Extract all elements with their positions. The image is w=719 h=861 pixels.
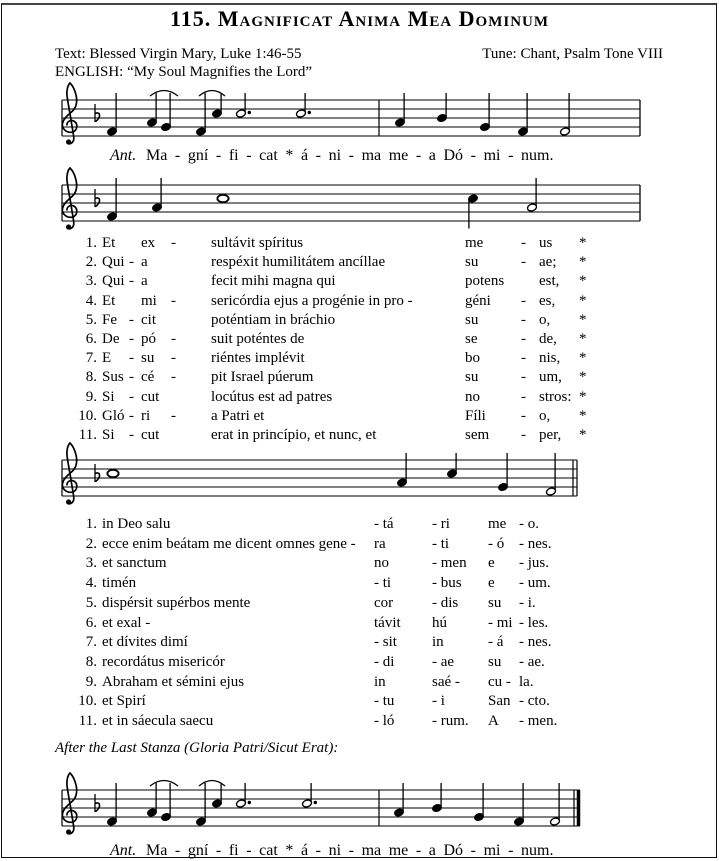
english-translation-line: ENGLISH: “My Soul Magnifies the Lord”: [55, 64, 313, 80]
dash: -: [129, 350, 134, 367]
ending-syllable: stros:: [539, 388, 572, 405]
ending-syllable: - tu: [374, 693, 395, 710]
dash: -: [129, 273, 134, 290]
ending-syllable: - tá: [374, 516, 394, 532]
ending-syllable: hú: [432, 614, 447, 631]
asterisk: *: [579, 427, 587, 443]
syllable: Si: [102, 427, 115, 443]
ending-syllable: - di: [374, 653, 395, 670]
ending-syllable: - mi: [488, 614, 513, 631]
verse-row: [0, 595, 719, 614]
verse-number: 4.: [85, 292, 97, 309]
verse-row: [0, 634, 719, 653]
ending-syllable: no: [374, 555, 389, 572]
ending-syllable: géni: [465, 292, 491, 309]
verse-number: 1.: [85, 235, 97, 251]
ending-syllable: me: [465, 235, 484, 251]
asterisk: *: [579, 407, 587, 424]
ending-syllable: ra: [374, 535, 386, 552]
verse-number: 3.: [85, 555, 97, 572]
text-credit: Text: Blessed Virgin Mary, Luke 1:46-55: [55, 46, 302, 62]
syllable: Qui: [102, 254, 125, 271]
dash: -: [171, 407, 176, 424]
asterisk: *: [579, 350, 587, 367]
ending-syllable: in: [374, 673, 386, 690]
verse-text: poténtiam in bráchio: [211, 311, 336, 328]
ending-syllable: su: [488, 594, 502, 611]
after-last-stanza-rubric: After the Last Stanza (Gloria Patri/Sicut Erat):: [55, 740, 339, 756]
ending-syllable: - bus: [432, 575, 462, 592]
syllable: Gló: [102, 407, 125, 424]
verse-number: 8.: [85, 369, 97, 386]
verse-text: locútus est ad patres: [211, 388, 333, 405]
ending-syllable: - rum.: [432, 713, 469, 729]
ending-syllable: ae;: [539, 254, 557, 271]
syllable: cut: [141, 427, 160, 443]
verse-row: [0, 389, 719, 408]
antiphon-lyric-line: [0, 147, 719, 167]
verse-number: 2.: [85, 254, 97, 271]
syllable: su: [141, 350, 155, 367]
verse-row: [0, 674, 719, 693]
dash: -: [129, 311, 134, 328]
ending-syllable: - á: [488, 634, 504, 651]
verse-number: 5.: [85, 311, 97, 328]
verse-row: [0, 369, 719, 388]
verse-text: sultávit spíritus: [211, 235, 304, 251]
asterisk: *: [579, 273, 587, 290]
ending-syllable: potens: [465, 273, 505, 290]
verse-number: 4.: [85, 575, 97, 592]
syllable: ri: [141, 407, 151, 424]
dash: -: [129, 427, 134, 443]
verse-number: 7.: [85, 634, 97, 651]
verse-number: 1.: [85, 516, 97, 532]
syllable: cé: [141, 369, 155, 386]
ending-syllable: cu -: [488, 673, 511, 690]
dash: -: [521, 369, 526, 386]
dash: -: [521, 388, 526, 405]
dash: -: [521, 350, 526, 367]
asterisk: *: [579, 235, 587, 251]
verse-row: [0, 350, 719, 369]
ending-syllable: - men: [432, 555, 467, 572]
ending-syllable: - ae.: [519, 653, 545, 670]
dash: -: [521, 235, 526, 251]
ending-syllable: us: [539, 235, 553, 251]
dash: -: [171, 292, 176, 309]
verse-text: Abraham et sémini ejus: [102, 673, 245, 690]
dash: -: [129, 407, 134, 424]
ending-syllable: - dis: [432, 594, 459, 611]
ending-syllable: - les.: [519, 614, 549, 631]
syllable: Sus: [102, 369, 124, 386]
verse-text: et dívites dimí: [102, 634, 188, 651]
asterisk: *: [579, 369, 587, 386]
dash: -: [171, 331, 176, 347]
ending-syllable: - i.: [519, 594, 536, 611]
ending-syllable: in: [432, 634, 444, 651]
ending-syllable: nis,: [539, 350, 561, 367]
verse-row: [0, 293, 719, 312]
verse-text: timén: [102, 575, 137, 592]
ending-syllable: San: [488, 693, 511, 710]
syllable: E: [102, 350, 112, 367]
syllable: Fe: [102, 311, 117, 328]
dash: -: [521, 311, 526, 328]
verse-row: [0, 408, 719, 427]
ending-syllable: o,: [539, 407, 551, 424]
ending-syllable: A: [488, 713, 499, 729]
ending-syllable: - ae: [432, 653, 455, 670]
verse-row: [0, 427, 719, 446]
verse-number: 2.: [85, 535, 97, 552]
verse-text: suit poténtes de: [211, 331, 305, 347]
verse-text: recordátus misericór: [102, 653, 225, 670]
verse-row: [0, 235, 719, 254]
ending-syllable: est,: [539, 273, 560, 290]
syllable: De: [102, 331, 120, 347]
syllable: a: [141, 254, 148, 271]
ending-syllable: su: [465, 311, 479, 328]
ending-syllable: - ti: [374, 575, 392, 592]
ending-syllable: su: [488, 653, 502, 670]
asterisk: *: [579, 254, 587, 271]
antiphon-label: Ant.: [110, 147, 137, 164]
ending-syllable: me: [488, 516, 507, 532]
verse-number: 10.: [78, 693, 97, 710]
ending-syllable: o,: [539, 311, 551, 328]
ending-syllable: bo: [465, 350, 480, 367]
verse-row: [0, 516, 719, 535]
ending-syllable: - sit: [374, 634, 397, 651]
verse-row: [0, 312, 719, 331]
ending-syllable: - cto.: [519, 693, 550, 710]
verse-text: respéxit humilitátem ancíllae: [211, 254, 386, 271]
verse-number: 9.: [85, 673, 97, 690]
dash: -: [129, 331, 134, 347]
dash: -: [521, 331, 526, 347]
verse-text: sericórdia ejus a progénie in pro -: [211, 292, 413, 309]
ending-syllable: - ló: [374, 713, 395, 729]
verse-row: [0, 536, 719, 555]
ending-syllable: la.: [519, 673, 534, 690]
syllable: cit: [141, 311, 156, 328]
verse-text: et exal -: [102, 614, 151, 631]
verse-row: [0, 254, 719, 273]
syllable: Qui: [102, 273, 125, 290]
final-antiphon-system: [55, 765, 655, 853]
verse-row: [0, 693, 719, 712]
verse-text: erat in princípio, et nunc, et: [211, 427, 377, 443]
ending-syllable: Fíli: [465, 407, 486, 424]
verse-text: riéntes implévit: [211, 350, 305, 367]
verse-number: 7.: [85, 350, 97, 367]
syllable: cut: [141, 388, 160, 405]
verse-text: fecit mihi magna qui: [211, 273, 336, 290]
ending-syllable: - ó: [488, 535, 505, 552]
ending-syllable: per,: [539, 427, 562, 443]
syllable: Et: [102, 235, 116, 251]
dash: -: [129, 369, 134, 386]
dash: -: [171, 350, 176, 367]
verse-row: [0, 654, 719, 673]
ending-syllable: e: [488, 575, 495, 592]
asterisk: *: [579, 331, 587, 347]
verse-number: 3.: [85, 273, 97, 290]
dash: -: [129, 254, 134, 271]
verse-number: 11.: [78, 713, 97, 729]
final-antiphon-lyric-line: [0, 842, 719, 861]
verse-row: [0, 331, 719, 350]
verse-row: [0, 273, 719, 292]
antiphon-text: Ma - gní - fi - cat * á - ni - ma me - a Dó - mi - num.: [146, 147, 554, 164]
ending-syllable: távit: [374, 614, 401, 631]
dash: -: [171, 235, 176, 251]
tune-credit: Tune: Chant, Psalm Tone VIII: [482, 46, 663, 62]
dash: -: [129, 388, 134, 405]
asterisk: *: [579, 311, 587, 328]
syllable: ex: [141, 235, 156, 251]
verse-number: 9.: [85, 388, 97, 405]
syllable: mi: [141, 292, 157, 309]
verse-text: et Spirí: [102, 693, 146, 710]
ending-syllable: - men.: [519, 713, 558, 729]
verse-text: pit Israel púerum: [211, 369, 314, 386]
verse-number: 6.: [85, 331, 97, 347]
syllable: a: [141, 273, 148, 290]
asterisk: *: [579, 292, 587, 309]
verse-text: et in sáecula saecu: [102, 713, 214, 729]
ending-syllable: um,: [539, 369, 562, 386]
verse-number: 10.: [78, 407, 97, 424]
ending-syllable: - jus.: [519, 555, 549, 572]
verse-text: ecce enim beátam me dicent omnes gene -: [102, 535, 356, 552]
dash: -: [521, 407, 526, 424]
verse-number: 8.: [85, 653, 97, 670]
verse-text: et sanctum: [102, 555, 167, 572]
asterisk: *: [579, 388, 587, 405]
ending-syllable: se: [465, 331, 478, 347]
dash: -: [521, 254, 526, 271]
verse-row: [0, 713, 719, 732]
ending-syllable: - um.: [519, 575, 551, 592]
ending-syllable: es,: [539, 292, 556, 309]
ending-syllable: de,: [539, 331, 557, 347]
page-title: 115. Magnificat Anima Mea Dominum: [169, 6, 550, 31]
ending-syllable: - nes.: [519, 634, 552, 651]
ending-syllable: su: [465, 369, 479, 386]
verse-number: 5.: [85, 594, 97, 611]
antiphon-label: Ant.: [110, 842, 137, 859]
verse-text: in Deo salu: [102, 516, 171, 532]
ending-syllable: su: [465, 254, 479, 271]
syllable: Si: [102, 388, 115, 405]
verse-text: a Patri et: [211, 407, 265, 424]
verse-row: [0, 615, 719, 634]
verse-row: [0, 555, 719, 574]
syllable: Et: [102, 292, 116, 309]
dash: -: [171, 369, 176, 386]
ending-syllable: - i: [432, 693, 445, 710]
antiphon-text: Ma - gní - fi - cat * á - ni - ma me - a Dó - mi - num.: [146, 842, 554, 859]
verse-row: [0, 575, 719, 594]
ending-syllable: - nes.: [519, 535, 552, 552]
verse-tone-system-2: [55, 435, 655, 523]
ending-syllable: - ri: [432, 516, 450, 532]
verse-number: 6.: [85, 614, 97, 631]
dash: -: [521, 292, 526, 309]
ending-syllable: cor: [374, 594, 394, 611]
ending-syllable: saé -: [432, 673, 460, 690]
ending-syllable: - ti: [432, 535, 450, 552]
syllable: pó: [141, 331, 156, 347]
verse-number: 11.: [78, 427, 97, 443]
ending-syllable: sem: [465, 427, 490, 443]
dash: -: [521, 427, 526, 443]
ending-syllable: e: [488, 555, 495, 572]
verse-text: dispérsit supérbos mente: [102, 594, 251, 611]
ending-syllable: no: [465, 388, 480, 405]
ending-syllable: - o.: [519, 516, 539, 532]
